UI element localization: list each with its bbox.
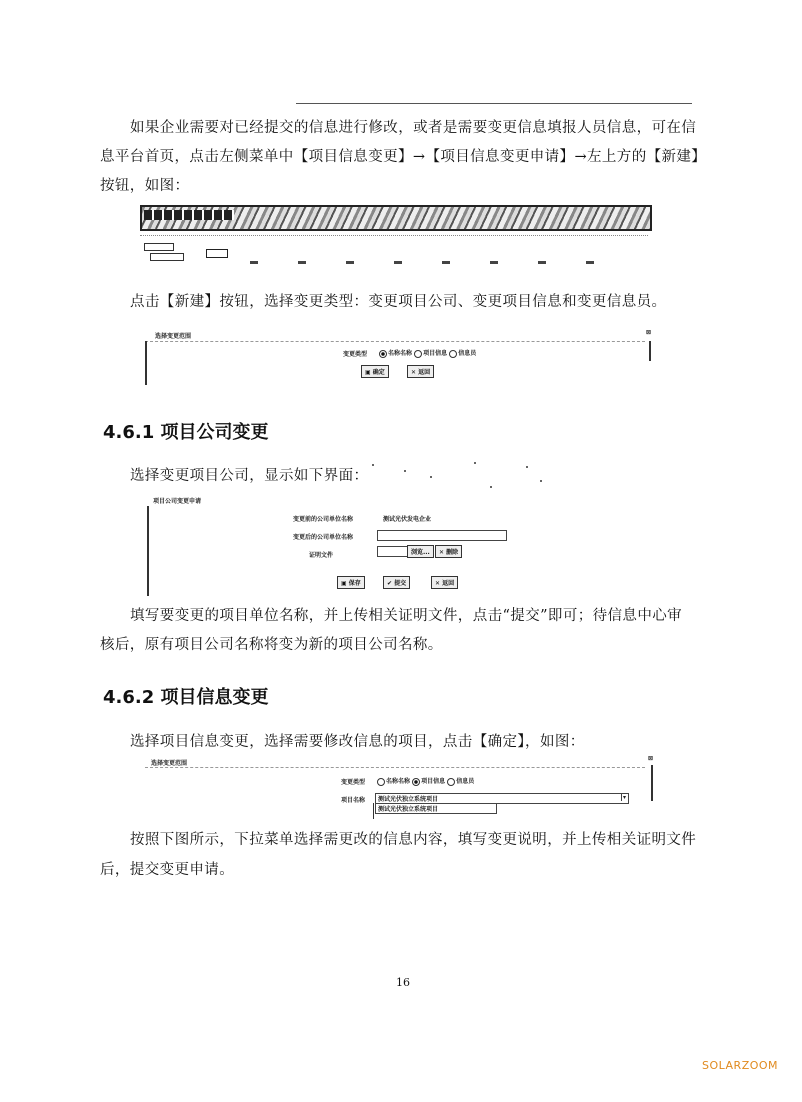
option-staff: 信息员: [456, 778, 475, 785]
paragraph-new-button: 点击【新建】按钮，选择变更类型：变更项目公司、变更项目信息和变更信息员。: [130, 294, 667, 310]
browse-button[interactable]: 浏览...: [407, 545, 434, 558]
change-type-options[interactable]: [379, 348, 476, 358]
project-select-value: 测试光伏独立系统项目: [378, 796, 439, 803]
change-type-options[interactable]: [377, 776, 474, 786]
dialog-title: 选择变更范围: [155, 333, 192, 340]
section-heading-4-6-2: 4.6.2 项目信息变更: [103, 687, 269, 708]
proof-file-label: 证明文件: [309, 552, 334, 559]
scan-noise: [540, 480, 542, 482]
project-option-label: 测试光伏独立系统项目: [378, 806, 439, 813]
old-company-value: 测试光伏发电企业: [383, 516, 432, 523]
change-type-label: 变更类型: [341, 779, 366, 786]
dialog-divider: [145, 341, 645, 342]
scan-noise: [404, 470, 406, 472]
scan-noise: [526, 466, 528, 468]
radio-staff[interactable]: [449, 350, 457, 358]
watermark: SOLARZOOM: [702, 1059, 779, 1072]
paragraph-project-change: 选择项目信息变更，选择需要修改信息的项目，点击【确定】，如图：: [130, 734, 585, 750]
new-company-label: 变更后的公司单位名称: [293, 534, 354, 541]
ok-button[interactable]: ▣ 确定: [361, 365, 389, 378]
paragraph-company-submit-line-2: 核后，原有项目公司名称将变为新的项目公司名称。: [100, 637, 443, 653]
radio-staff[interactable]: [447, 778, 455, 786]
sidebar-box-2: [150, 253, 184, 261]
back-label: 返回: [442, 580, 455, 587]
scan-noise: [430, 476, 432, 478]
paragraph-intro-line-1: 如果企业需要对已经提交的信息进行修改，或者是需要变更信息填报人员信息，可在信: [130, 120, 697, 136]
radio-company[interactable]: [379, 350, 387, 358]
submit-label: 提交: [394, 580, 407, 587]
option-project: 项目信息: [421, 778, 446, 785]
left-border: [145, 341, 147, 385]
toolbar: [140, 229, 648, 236]
remove-label: 删除: [446, 549, 459, 556]
dialog-title: 选择变更范围: [151, 760, 188, 767]
screenshot-company-change-form: [145, 492, 660, 600]
paragraph-intro-line-3: 按钮，如图：: [100, 178, 190, 194]
save-label: 保存: [348, 580, 361, 587]
scan-noise: [372, 464, 374, 466]
option-project: 项目信息: [423, 350, 448, 357]
screenshot-project-info-change: [145, 755, 657, 823]
option-company: 名称名称: [388, 350, 413, 357]
radio-company[interactable]: [377, 778, 385, 786]
chevron-down-icon[interactable]: ▾: [622, 794, 626, 801]
banner-menu: [144, 210, 234, 220]
paragraph-intro-line-2: 息平台首页，点击左侧菜单中【项目信息变更】→【项目信息变更申请】→左上方的【新建】: [100, 149, 707, 165]
column-headers: [250, 261, 630, 264]
sidebar-box-1: [144, 243, 174, 251]
cancel-button[interactable]: ✕ 返回: [407, 365, 434, 378]
close-icon[interactable]: ⊠: [647, 755, 653, 762]
old-company-label: 变更前的公司单位名称: [293, 516, 354, 523]
page-number: 16: [396, 976, 410, 989]
proof-file-input[interactable]: [377, 546, 409, 557]
screenshot-change-scope: [145, 325, 655, 385]
save-button[interactable]: ▣ 保存: [337, 576, 365, 589]
back-button[interactable]: ✕ 返回: [431, 576, 458, 589]
scan-noise: [474, 462, 476, 464]
right-border: [651, 765, 653, 801]
section-heading-4-6-1: 4.6.1 项目公司变更: [103, 422, 269, 443]
left-border: [147, 506, 149, 596]
right-border: [649, 341, 651, 361]
paragraph-company-submit-line-1: 填写要变更的项目单位名称，并上传相关证明文件，点击“提交”即可；待信息中心审: [130, 608, 683, 624]
submit-button[interactable]: ✔ 提交: [383, 576, 410, 589]
new-button-highlight[interactable]: [206, 249, 228, 258]
dropdown-border: [373, 803, 374, 819]
new-company-input[interactable]: [377, 530, 507, 541]
cancel-label: 返回: [418, 369, 431, 376]
radio-project[interactable]: [412, 778, 420, 786]
dialog-divider: [145, 767, 645, 768]
ok-label: 确定: [372, 369, 385, 376]
paragraph-company-change: 选择变更项目公司，显示如下界面：: [130, 468, 369, 484]
paragraph-dropdown-line-1: 按照下图所示，下拉菜单选择需更改的信息内容，填写变更说明，并上传相关证明文件: [130, 832, 697, 848]
close-icon[interactable]: ⊠: [645, 329, 651, 336]
top-rule: [296, 103, 692, 104]
project-name-label: 项目名称: [341, 797, 366, 804]
scan-noise: [490, 486, 492, 488]
form-title: 项目公司变更申请: [153, 498, 202, 505]
remove-button[interactable]: ✕ 删除: [435, 545, 462, 558]
paragraph-dropdown-line-2: 后，提交变更申请。: [100, 862, 235, 878]
option-staff: 信息员: [458, 350, 477, 357]
option-company: 名称名称: [386, 778, 411, 785]
project-dropdown-option[interactable]: [375, 803, 497, 814]
radio-project[interactable]: [414, 350, 422, 358]
change-type-label: 变更类型: [343, 351, 368, 358]
screenshot-platform-home: [140, 205, 648, 267]
